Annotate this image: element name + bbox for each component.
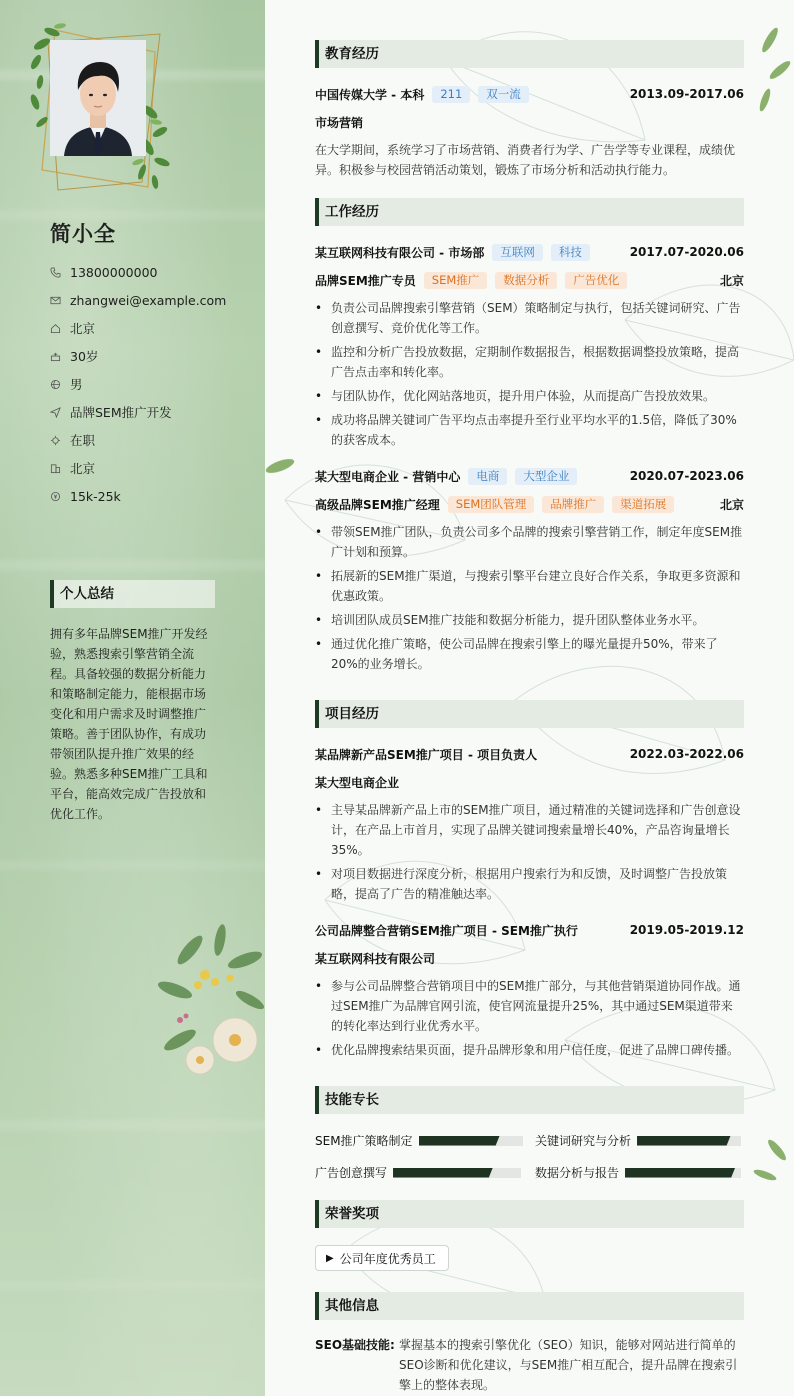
bullet-item: • 成功将品牌关键词广告平均点击率提升至行业平均水平的1.5倍，降低了30%的获客成本。: [315, 410, 744, 450]
main-content: [265, 0, 794, 1396]
bullet-item: • 优化品牌搜索结果页面，提升品牌形象和用户信任度，促进了品牌口碑传播。: [315, 1040, 744, 1060]
skill-name: 广告创意撰写: [315, 1166, 388, 1180]
education-major: [315, 113, 744, 131]
award-item[interactable]: [315, 1245, 449, 1271]
role-tag: 广告优化: [565, 272, 627, 289]
section-title-awards: 荣誉奖项: [315, 1200, 744, 1228]
job-2-bullets: [315, 522, 744, 678]
project-org: 某互联网科技有限公司: [315, 951, 436, 966]
job-company: 某互联网科技有限公司 - 市场部: [315, 245, 485, 260]
job-role: 高级品牌SEM推广经理: [315, 497, 440, 512]
project-org: 某大型电商企业: [315, 775, 400, 790]
age-icon: [50, 351, 61, 362]
project-1-org: [315, 773, 744, 791]
bullet-item: • 负责公司品牌搜索引擎营销（SEM）策略制定与执行，包括关键词研究、广告创意撰写、竞价优化等工作。: [315, 298, 744, 338]
email-value: zhangwei@example.com: [70, 292, 227, 308]
school-tag: 双一流: [478, 86, 529, 103]
education-header: [315, 85, 744, 103]
skill-item: [535, 1132, 741, 1149]
other-info-row: [315, 1335, 744, 1395]
education-description: 在大学期间，系统学习了市场营销、消费者行为学、广告学等专业课程，成绩优异。积极参与校园营销活动策划，锻炼了市场分析和活动执行能力。: [315, 143, 736, 177]
candidate-name: 简小全: [50, 222, 116, 246]
bullet-item: • 带领SEM推广团队，负责公司多个品牌的搜索引擎营销工作，制定年度SEM推广计划和预算。: [315, 522, 744, 562]
info-location: [50, 314, 226, 342]
company-tag: 科技: [551, 244, 590, 261]
bullet-item: • 监控和分析广告投放数据，定期制作数据报告，根据数据调整投放策略，提高广告点击率和转化率。: [315, 342, 744, 382]
role-tag: 渠道拓展: [612, 496, 674, 513]
project-1-bullets: [315, 800, 744, 908]
role-tag: 数据分析: [495, 272, 557, 289]
info-email: [50, 286, 226, 314]
role-tag: 品牌推广: [542, 496, 604, 513]
sidebar: [0, 0, 265, 1396]
send-icon: [50, 407, 61, 418]
info-salary: [50, 482, 226, 510]
role-tag: SEM团队管理: [448, 496, 535, 513]
skill-bar-fill: [625, 1168, 735, 1178]
bullet-item: • 对项目数据进行深度分析，根据用户搜索行为和反馈，及时调整广告投放策略，提高了广告的精准触达率。: [315, 864, 744, 904]
job-2-header: [315, 467, 744, 485]
avatar: [50, 40, 146, 156]
project-name: 某品牌新产品SEM推广项目 - 项目负责人: [315, 747, 538, 762]
bullet-item: • 主导某品牌新产品上市的SEM推广项目，通过精准的关键词选择和广告创意设计，在产品上市首月，实现了品牌关键词搜索量增长40%，产品咨询量增长35%。: [315, 800, 744, 860]
skill-bar-fill: [393, 1168, 493, 1178]
info-phone: [50, 258, 226, 286]
job-role: 品牌SEM推广专员: [315, 273, 416, 288]
city-icon: [50, 463, 61, 474]
project-period: 2022.03-2022.06: [629, 747, 744, 761]
skill-item: [315, 1164, 521, 1181]
flower-decoration: [150, 920, 265, 1090]
city-value: 北京: [70, 461, 96, 476]
mail-icon: [50, 295, 61, 306]
intention-value: 品牌SEM推广开发: [70, 405, 172, 420]
other-info-label: SEO基础技能:: [315, 1338, 395, 1352]
award-label: 公司年度优秀员工: [339, 1251, 436, 1266]
job-1-header: [315, 243, 744, 261]
info-city: [50, 454, 226, 482]
skill-item: [535, 1164, 741, 1181]
info-status: [50, 426, 226, 454]
info-intention: [50, 398, 226, 426]
salary-icon: [50, 491, 61, 502]
bullet-item: • 拓展新的SEM推广渠道，与搜索引擎平台建立良好合作关系，争取更多资源和优惠政策。: [315, 566, 744, 606]
bullet-item: • 培训团队成员SEM推广技能和数据分析能力，提升团队整体业务水平。: [315, 610, 744, 630]
job-1-role: [315, 271, 744, 289]
skill-item: [315, 1132, 523, 1149]
avatar-frame: [30, 22, 170, 192]
section-title-other: 其他信息: [315, 1292, 744, 1320]
job-company: 某大型电商企业 - 营销中心: [315, 469, 461, 484]
project-2-bullets: [315, 976, 744, 1064]
play-triangle-icon: ▶: [326, 1252, 334, 1264]
school-name: 中国传媒大学 - 本科: [315, 87, 425, 102]
skill-bar-fill: [419, 1136, 500, 1146]
status-icon: [50, 435, 61, 446]
skill-bar: [419, 1136, 523, 1146]
project-2-header: [315, 921, 744, 939]
location-value: 北京: [70, 321, 96, 336]
job-location: 北京: [719, 273, 744, 288]
info-gender: [50, 370, 226, 398]
major-name: 市场营销: [315, 115, 364, 130]
phone-icon: [50, 267, 61, 278]
job-period: 2017.07-2020.06: [629, 245, 744, 259]
project-name: 公司品牌整合营销SEM推广项目 - SEM推广执行: [315, 923, 578, 938]
skill-bar: [637, 1136, 741, 1146]
status-value: 在职: [70, 433, 96, 448]
other-info-text: 掌握基本的搜索引擎优化（SEO）知识，能够对网站进行简单的SEO诊断和优化建议，与SEM推广相互配合，提升品牌在搜索引擎上的整体表现。: [399, 1338, 738, 1392]
bullet-item: • 通过优化推广策略，使公司品牌在搜索引擎上的曝光量提升50%，带来了20%的业务增长。: [315, 634, 744, 674]
job-period: 2020.07-2023.06: [629, 469, 744, 483]
project-1-header: [315, 745, 744, 763]
summary-title: 个人总结: [50, 580, 215, 608]
section-title-projects: 项目经历: [315, 700, 744, 728]
project-period: 2019.05-2019.12: [629, 923, 744, 937]
bullet-item: • 与团队协作，优化网站落地页，提升用户体验，从而提高广告投放效果。: [315, 386, 744, 406]
skill-bar: [393, 1168, 521, 1178]
school-tag: 211: [432, 86, 470, 103]
education-period: 2013.09-2017.06: [629, 87, 744, 101]
info-age: [50, 342, 226, 370]
job-location: 北京: [719, 497, 744, 512]
skill-bar: [625, 1168, 741, 1178]
role-tag: SEM推广: [424, 272, 488, 289]
summary-text: 拥有多年品牌SEM推广开发经验，熟悉搜索引擎营销全流程。具备较强的数据分析能力和策略制定能力，能根据市场变化和用户需求及时调整推广策略。善于团队协作，有成功带领团队提升推广效果的经验。熟悉多种SEM推广工具和平台，能高效完成广告投放和优化工作。: [50, 627, 208, 821]
phone-value: 13800000000: [70, 264, 158, 280]
project-2-org: [315, 949, 744, 967]
section-title-skills: 技能专长: [315, 1086, 744, 1114]
bullet-item: • 参与公司品牌整合营销项目中的SEM推广部分，与其他营销渠道协同作战。通过SEM推广为品牌官网引流，使官网流量提升25%，其中通过SEM渠道带来的转化率达到行业优秀水平。: [315, 976, 744, 1036]
skill-name: 数据分析与报告: [535, 1166, 620, 1180]
skill-bar-fill: [637, 1136, 731, 1146]
job-2-role: [315, 495, 744, 513]
company-tag: 互联网: [492, 244, 543, 261]
section-title-work: 工作经历: [315, 198, 744, 226]
job-1-bullets: [315, 298, 744, 454]
age-value: 30岁: [70, 349, 99, 364]
gender-value: 男: [70, 377, 83, 392]
home-icon: [50, 323, 61, 334]
contact-info-list: [50, 258, 226, 510]
salary-value: 15k-25k: [70, 488, 121, 504]
company-tag: 大型企业: [515, 468, 577, 485]
company-tag: 电商: [468, 468, 507, 485]
skill-name: 关键词研究与分析: [535, 1134, 632, 1148]
gender-icon: [50, 379, 61, 390]
section-title-education: 教育经历: [315, 40, 744, 68]
skill-name: SEM推广策略制定: [315, 1134, 413, 1148]
